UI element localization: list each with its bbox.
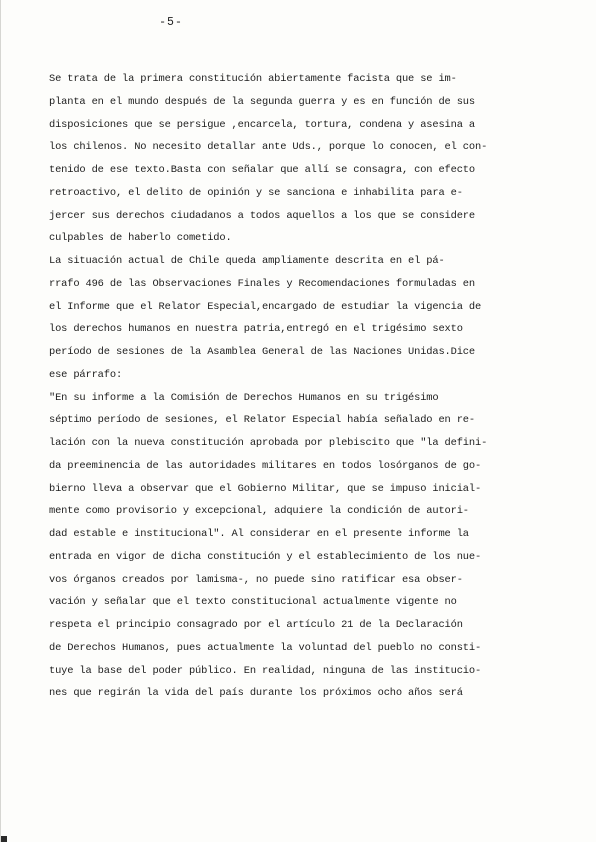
text-line: Se trata de la primera constitución abiertamente facista que se im-	[49, 73, 457, 85]
text-line: ese párrafo:	[49, 368, 123, 381]
text-line: vación y señalar que el texto constitucional actualmente vigente no	[49, 596, 457, 609]
text-line: La situación actual de Chile queda ampliamente descrita en el pá-	[49, 255, 445, 267]
text-line: de Derechos Humanos, pues actualmente la voluntad del pueblo no consti-	[49, 641, 482, 654]
text-line: el Informe que el Relator Especial,encargado de estudiar la vigencia de	[49, 300, 482, 313]
text-line: vos órganos creados por lamisma-, no puede sino ratificar esa obser-	[49, 573, 463, 586]
document-body	[49, 68, 579, 705]
text-line: bierno lleva a observar que el Gobierno Militar, que se impuso inicial-	[49, 482, 482, 495]
scan-corner-mark	[1, 836, 7, 842]
text-line: retroactivo, el delito de opinión y se sanciona e inhabilita para e-	[49, 186, 463, 199]
text-line: dad estable e institucional". Al considerar en el presente informe la	[49, 528, 469, 540]
text-line: los derechos humanos en nuestra patria,entregó en el trigésimo sexto	[49, 323, 463, 336]
text-line: los chilenos. No necesito detallar ante Uds., porque lo conocen, el con-	[49, 141, 488, 154]
text-line: entrada en vigor de dicha constitución y el establecimiento de los nue-	[49, 550, 482, 563]
text-line: tenido de ese texto.Basta con señalar que allí se consagra, con efecto	[49, 164, 475, 176]
text-line: mente como provisorio y excepcional, adquiere la condición de autori-	[49, 505, 469, 518]
text-line: rrafo 496 de las Observaciones Finales y Recomendaciones formuladas en	[49, 277, 475, 290]
text-line: planta en el mundo después de la segunda guerra y es en función de sus	[49, 95, 475, 108]
text-line: culpables de haberlo cometido.	[49, 232, 232, 245]
text-line: séptimo período de sesiones, el Relator Especial había señalado en re-	[49, 414, 475, 427]
text-line: da preeminencia de las autoridades militares en todos losórganos de go-	[49, 459, 482, 472]
text-line: lación con la nueva constitución aprobada por plebiscito que "la defini-	[49, 437, 488, 449]
text-line: respeta el principio consagrado por el artículo 21 de la Declaración	[49, 619, 463, 631]
text-line: período de sesiones de la Asamblea General de las Naciones Unidas.Dice	[49, 346, 475, 358]
text-line: disposiciones que se persigue ,encarcela, tortura, condena y asesina a	[49, 118, 475, 131]
text-line: tuye la base del poder público. En realidad, ninguna de las institucio-	[49, 664, 482, 677]
page-number: -5-	[159, 16, 183, 29]
text-line: "En su informe a la Comisión de Derechos Humanos en su trigésimo	[49, 391, 439, 404]
text-line: jercer sus derechos ciudadanos a todos aquellos a los que se considere	[49, 209, 475, 222]
text-line: nes que regirán la vida del país durante los próximos ocho años será	[49, 687, 463, 700]
